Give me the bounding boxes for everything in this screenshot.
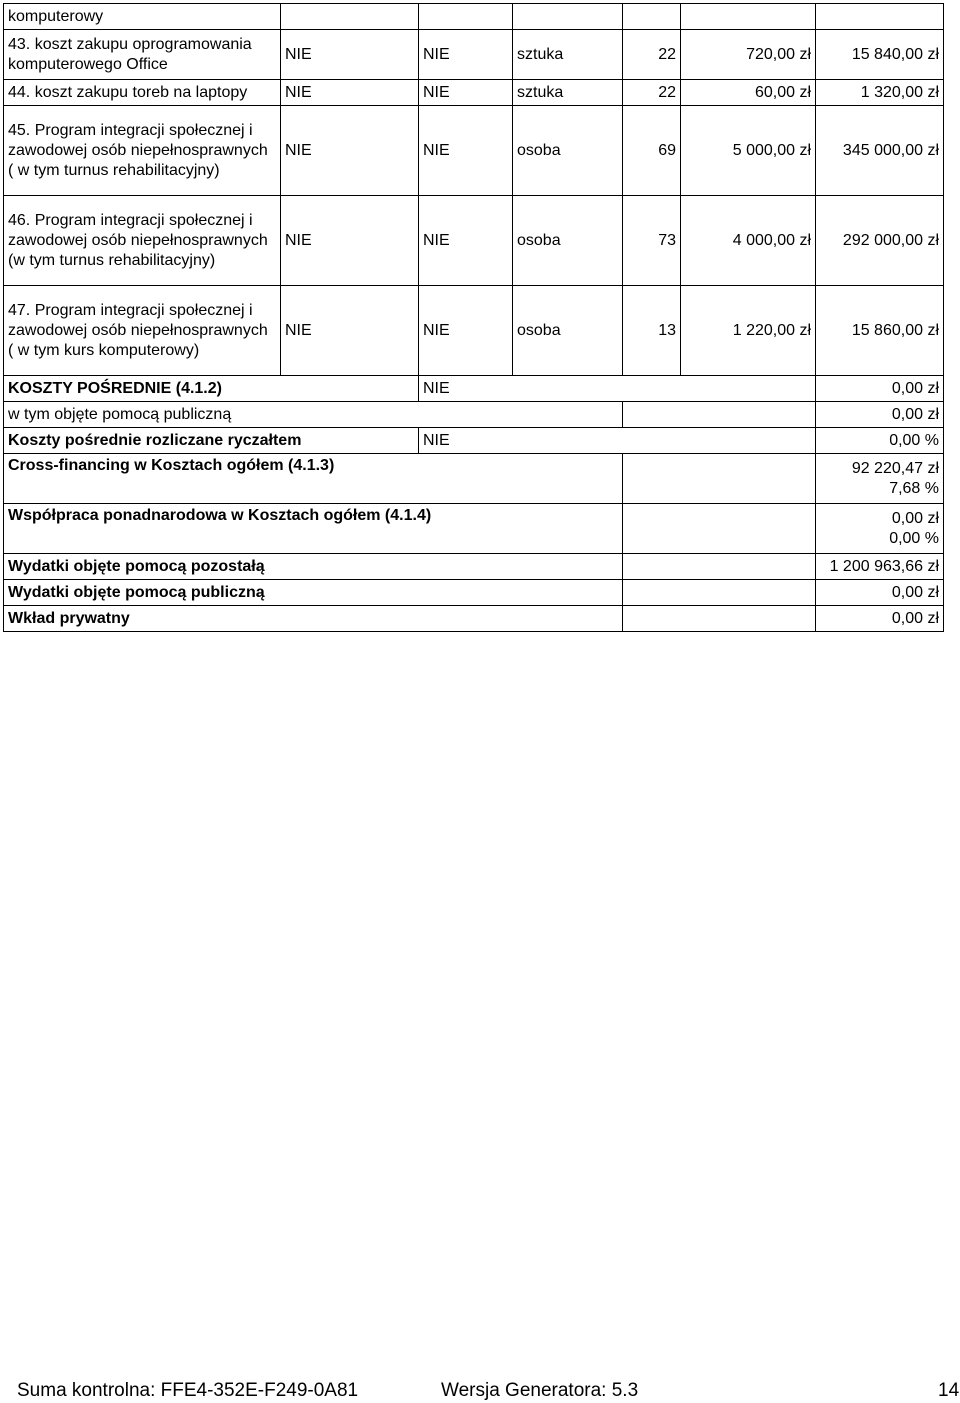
summary-label: w tym objęte pomocą publiczną bbox=[4, 402, 623, 428]
row-label: 47. Program integracji społecznej i zawodowej osób niepełnosprawnych ( w tym kurs komputerowy) bbox=[4, 286, 281, 376]
flag-cell: NIE bbox=[419, 106, 513, 196]
row-label: 44. koszt zakupu toreb na laptopy bbox=[4, 80, 281, 106]
summary-label: Wkład prywatny bbox=[4, 606, 623, 632]
summary-value: 0,00 zł bbox=[816, 606, 944, 632]
price-cell: 5 000,00 zł bbox=[681, 106, 816, 196]
qty-cell: 22 bbox=[623, 80, 681, 106]
summary-value: 1 200 963,66 zł bbox=[816, 554, 944, 580]
summary-value-cell bbox=[816, 454, 944, 504]
summary-label: KOSZTY POŚREDNIE (4.1.2) bbox=[4, 376, 419, 402]
summary-row-pomoc-publiczna-wydatki bbox=[4, 580, 944, 606]
page-number: 14 bbox=[938, 1380, 960, 1401]
summary-row-wklad bbox=[4, 606, 944, 632]
summary-label: Wydatki objęte pomocą pozostałą bbox=[4, 554, 623, 580]
summary-value: 0,00 % bbox=[816, 428, 944, 454]
table-row bbox=[4, 106, 944, 196]
price-cell: 60,00 zł bbox=[681, 80, 816, 106]
price-cell: 1 220,00 zł bbox=[681, 286, 816, 376]
row-label: 46. Program integracji społecznej i zawodowej osób niepełnosprawnych (w tym turnus rehabilitacyjny) bbox=[4, 196, 281, 286]
unit-cell: osoba bbox=[513, 106, 623, 196]
budget-table bbox=[3, 3, 944, 632]
unit-cell: osoba bbox=[513, 286, 623, 376]
generator-version: Wersja Generatora: 5.3 bbox=[441, 1380, 639, 1401]
flag-cell: NIE bbox=[281, 30, 419, 80]
flag-cell: NIE bbox=[281, 286, 419, 376]
summary-value: 0,00 zł bbox=[816, 402, 944, 428]
summary-percent: 0,00 % bbox=[889, 529, 939, 547]
summary-label: Cross-financing w Kosztach ogółem (4.1.3) bbox=[4, 454, 623, 504]
total-cell: 292 000,00 zł bbox=[816, 196, 944, 286]
total-cell: 15 840,00 zł bbox=[816, 30, 944, 80]
qty-cell: 73 bbox=[623, 196, 681, 286]
qty-cell: 22 bbox=[623, 30, 681, 80]
flag-cell: NIE bbox=[419, 30, 513, 80]
checksum-text: Suma kontrolna: FFE4-352E-F249-0A81 bbox=[17, 1380, 359, 1401]
qty-cell: 69 bbox=[623, 106, 681, 196]
summary-value: 0,00 zł bbox=[816, 376, 944, 402]
summary-flag: NIE bbox=[419, 376, 816, 402]
summary-label: Wydatki objęte pomocą publiczną bbox=[4, 580, 623, 606]
summary-value-cell bbox=[816, 504, 944, 554]
summary-value: 0,00 zł bbox=[816, 580, 944, 606]
row-label: 45. Program integracji społecznej i zawodowej osób niepełnosprawnych ( w tym turnus rehabilitacyjny) bbox=[4, 106, 281, 196]
total-cell: 1 320,00 zł bbox=[816, 80, 944, 106]
row-label: komputerowy bbox=[4, 4, 281, 30]
summary-row-ryczalt bbox=[4, 428, 944, 454]
summary-row-koszty-posrednie bbox=[4, 376, 944, 402]
flag-cell: NIE bbox=[419, 80, 513, 106]
table-row bbox=[4, 80, 944, 106]
price-cell: 4 000,00 zł bbox=[681, 196, 816, 286]
flag-cell: NIE bbox=[419, 286, 513, 376]
table-row bbox=[4, 4, 944, 30]
qty-cell: 13 bbox=[623, 286, 681, 376]
flag-cell: NIE bbox=[281, 80, 419, 106]
summary-row-pomoc-publiczna bbox=[4, 402, 944, 428]
summary-row-cross-financing bbox=[4, 454, 944, 504]
unit-cell: osoba bbox=[513, 196, 623, 286]
summary-value: 0,00 zł bbox=[891, 509, 939, 527]
summary-flag: NIE bbox=[419, 428, 816, 454]
table-row bbox=[4, 30, 944, 80]
price-cell: 720,00 zł bbox=[681, 30, 816, 80]
summary-value: 92 220,47 zł bbox=[851, 459, 939, 477]
row-label: 43. koszt zakupu oprogramowania komputerowego Office bbox=[4, 30, 281, 80]
summary-row-wspolpraca bbox=[4, 504, 944, 554]
table-row bbox=[4, 196, 944, 286]
total-cell: 15 860,00 zł bbox=[816, 286, 944, 376]
flag-cell: NIE bbox=[281, 106, 419, 196]
unit-cell: sztuka bbox=[513, 30, 623, 80]
flag-cell: NIE bbox=[281, 196, 419, 286]
unit-cell: sztuka bbox=[513, 80, 623, 106]
summary-label: Koszty pośrednie rozliczane ryczałtem bbox=[4, 428, 419, 454]
summary-row-pomoc-pozostala bbox=[4, 554, 944, 580]
summary-label: Współpraca ponadnarodowa w Kosztach ogółem (4.1.4) bbox=[4, 504, 623, 554]
total-cell: 345 000,00 zł bbox=[816, 106, 944, 196]
summary-percent: 7,68 % bbox=[889, 479, 939, 497]
flag-cell: NIE bbox=[419, 196, 513, 286]
table-row bbox=[4, 286, 944, 376]
